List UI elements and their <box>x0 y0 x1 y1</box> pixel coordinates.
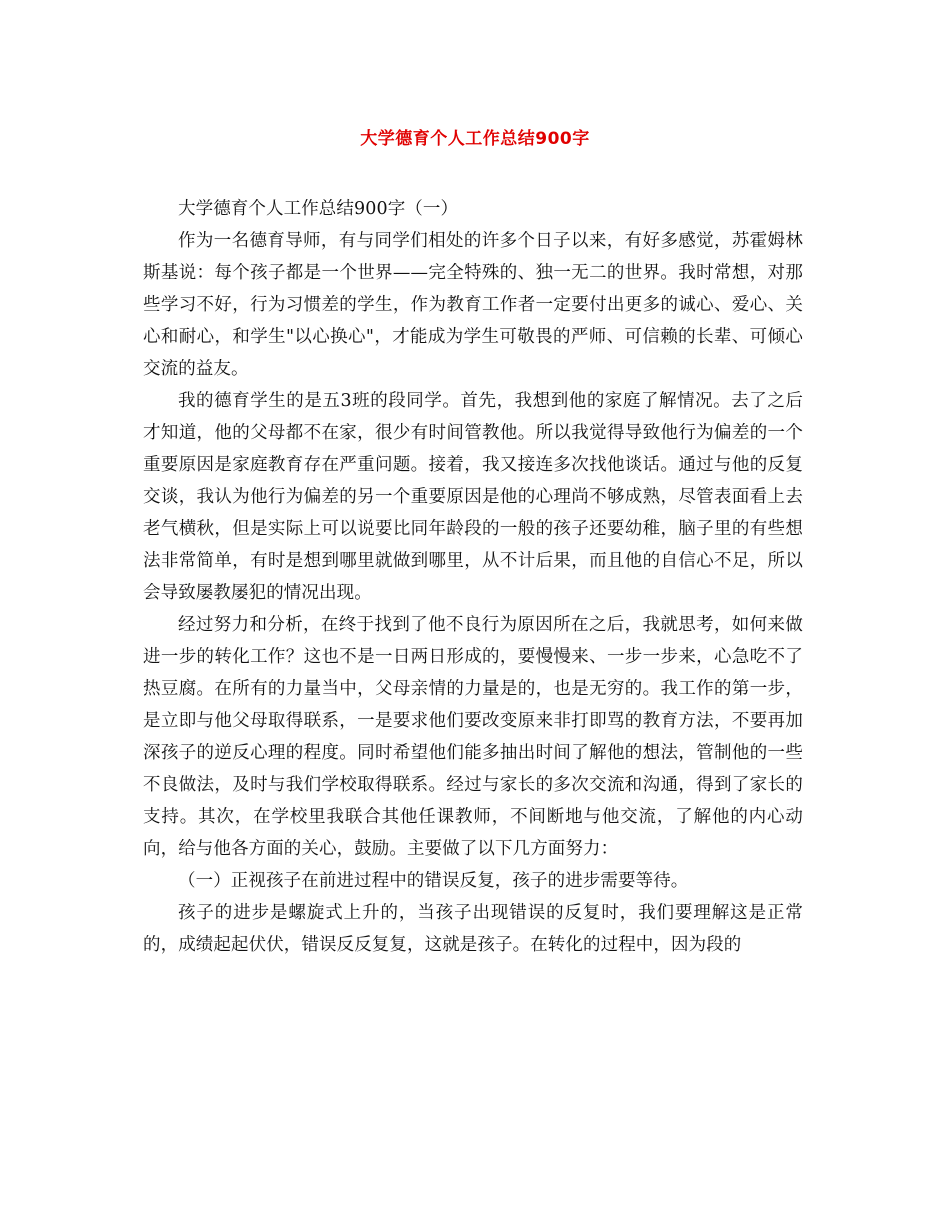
section-heading: 大学德育个人工作总结900字（一） <box>178 199 459 219</box>
document-body <box>143 193 803 961</box>
body-paragraph: 作为一名德育导师，有与同学们相处的许多个日子以来，有好多感觉，苏霍姆林斯基说：每个孩子都是一个世界——完全特殊的、独一无二的世界。我时常想，对那些学习不好，行为习惯差的学生，作为教育工作者一定要付出更多的诚心、爱心、关心和耐心，和学生"以心换心"，才能成为学生可敬畏的严师、可信赖的长辈、可倾心交流的益友。 <box>143 231 803 379</box>
body-paragraph: 我的德育学生的是五3班的段同学。首先，我想到他的家庭了解情况。去了之后才知道，他的父母都不在家，很少有时间管教他。所以我觉得导致他行为偏差的一个重要原因是家庭教育存在严重问题。接着，我又接连多次找他谈话。通过与他的反复交谈，我认为他行为偏差的另一个重要原因是他的心理尚不够成熟，尽管表面看上去老气横秋，但是实际上可以说要比同年龄段的一般的孩子还要幼稚，脑子里的有些想法非常简单，有时是想到哪里就做到哪里，从不计后果，而且他的自信心不足，所以会导致屡教屡犯的情况出现。 <box>143 391 803 603</box>
body-paragraph: 经过努力和分析，在终于找到了他不良行为原因所在之后，我就思考，如何来做进一步的转化工作？这也不是一日两日形成的，要慢慢来、一步一步来，心急吃不了热豆腐。在所有的力量当中，父母亲情的力量是的，也是无穷的。我工作的第一步，是立即与他父母取得联系，一是要求他们要改变原来非打即骂的教育方法，不要再加深孩子的逆反心理的程度。同时希望他们能多抽出时间了解他的想法，管制他的一些不良做法，及时与我们学校取得联系。经过与家长的多次交流和沟通，得到了家长的支持。其次，在学校里我联合其他任课教师，不间断地与他交流，了解他的内心动向，给与他各方面的关心，鼓励。主要做了以下几方面努力： <box>143 615 803 859</box>
document-title: 大学德育个人工作总结900字 <box>360 129 590 149</box>
body-paragraph: 孩子的进步是螺旋式上升的，当孩子出现错误的反复时，我们要理解这是正常的，成绩起起伏伏，错误反反复复，这就是孩子。在转化的过程中，因为段的 <box>143 903 803 955</box>
subsection-heading: （一）正视孩子在前进过程中的错误反复，孩子的进步需要等待。 <box>178 871 689 891</box>
